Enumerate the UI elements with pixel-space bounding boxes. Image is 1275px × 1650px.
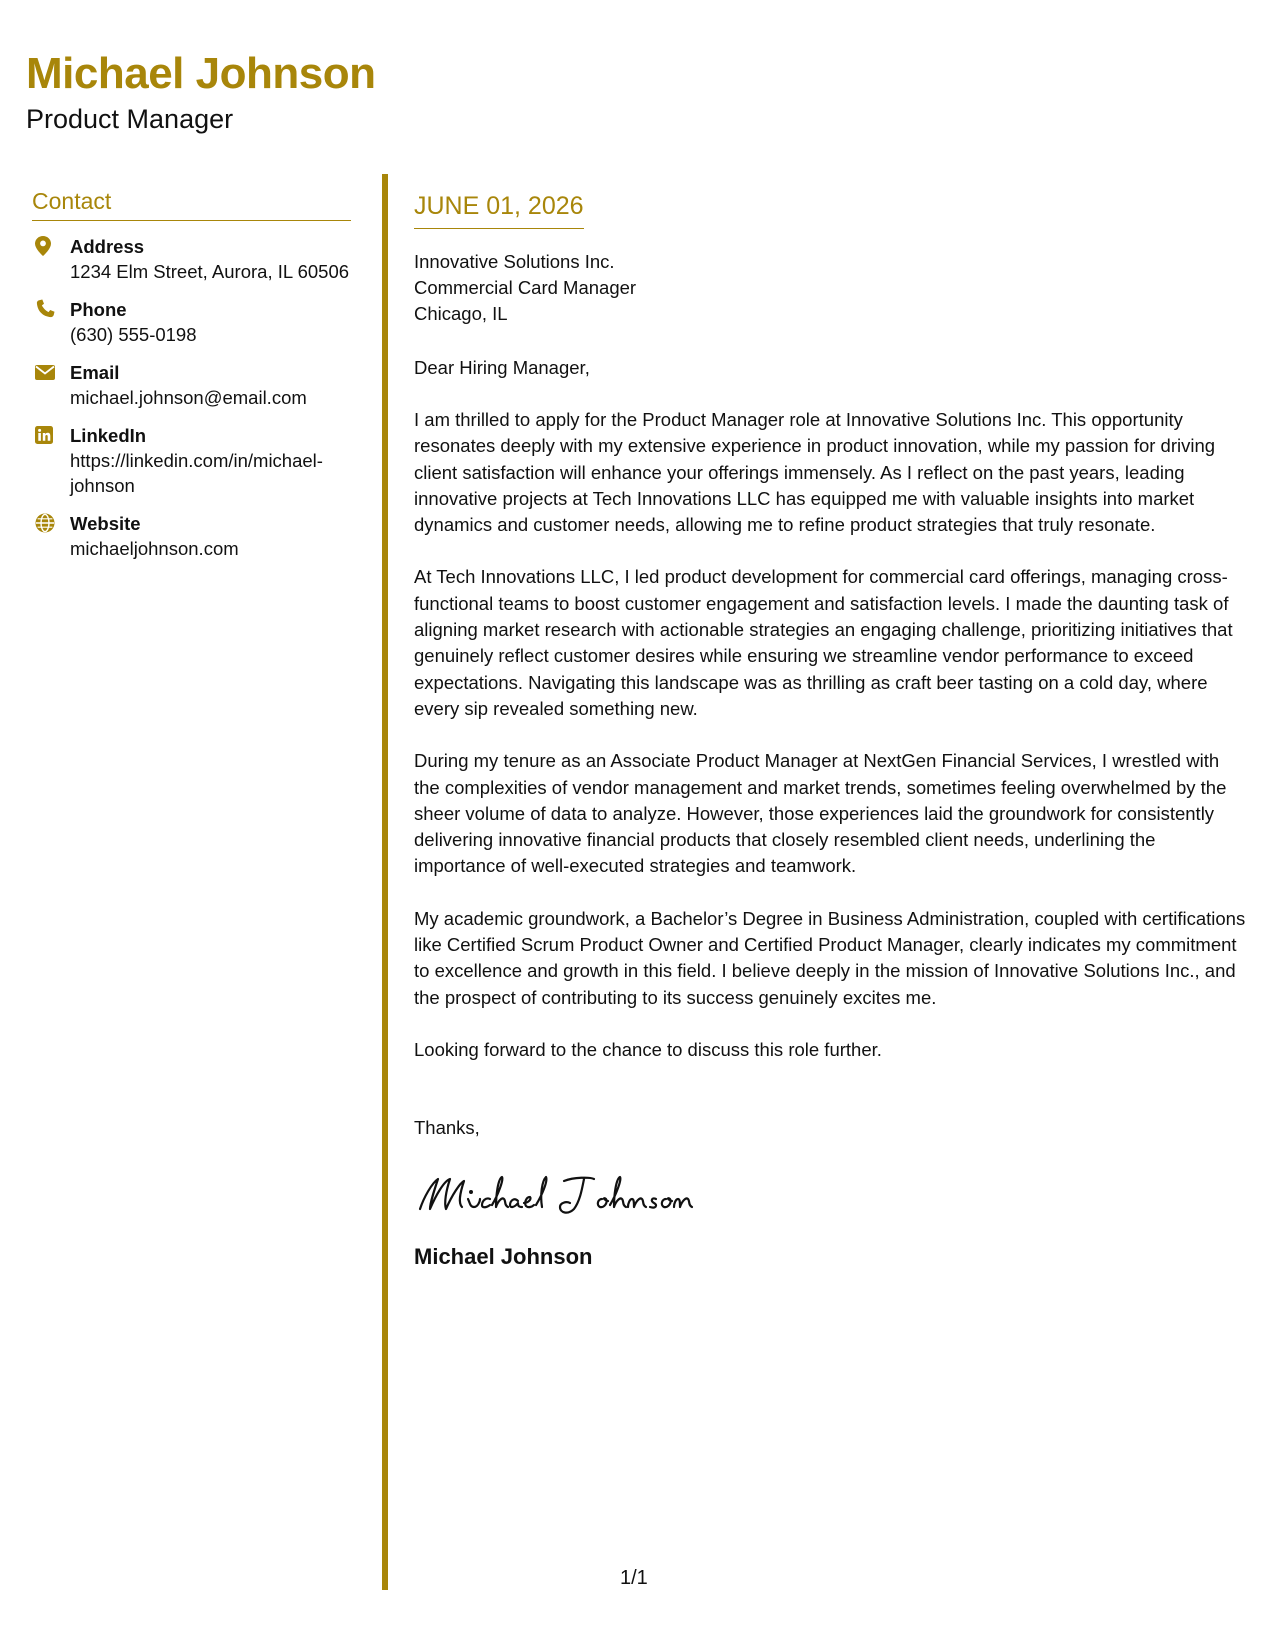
recipient-company: Innovative Solutions Inc. — [414, 251, 615, 272]
contact-label: Phone — [70, 299, 127, 320]
applicant-title: Product Manager — [26, 104, 234, 134]
contact-item-email — [32, 360, 351, 410]
contact-label: Address — [70, 236, 145, 257]
contact-item-address — [32, 234, 351, 284]
contact-label: Website — [70, 513, 141, 534]
paragraph: At Tech Innovations LLC, I led product development for commercial card offerings, managing cross-functional teams to boost customer engagement and satisfaction levels. I made the daunting task of aligning market research with actionable strategies an engaging challenge, prioritizing initiatives that genuinely reflect customer desires while ensuring we streamline vendor performance to exceed expectations. Navigating this landscape was as thrilling as craft beer tasting on a cold day, where every sip revealed something new. — [414, 566, 1233, 719]
paragraph: I am thrilled to apply for the Product Manager role at Innovative Solutions Inc. This opportunity resonates deeply with my extensive experience in product innovation, while my passion for driving client satisfaction will enhance your offerings immensely. As I reflect on the past years, leading innovative projects at Tech Innovations LLC has equipped me with valuable insights into market dynamics and customer needs, allowing me to refine product strategies that truly resonate. — [414, 409, 1216, 536]
paragraph: During my tenure as an Associate Product Manager at NextGen Financial Services, I wrestled with the complexities of vendor management and market trends, sometimes feeling overwhelmed by the sheer volume of data to analyze. However, those experiences laid the groundwork for consistently delivering innovative financial products that closely resembled client needs, underlining the importance of well-executed strategies and teamwork. — [414, 750, 1227, 877]
page-header — [26, 46, 375, 136]
salutation: Dear Hiring Manager, — [414, 357, 590, 378]
linkedin-icon — [32, 423, 70, 447]
contact-label: LinkedIn — [70, 425, 147, 446]
paragraph: My academic groundwork, a Bachelor’s Degree in Business Administration, coupled with certifications like Certified Scrum Product Owner and Certified Product Manager, clearly indicates my commitment to excellence and growth in this field. I believe deeply in the mission of Innovative Solutions Inc., and the prospect of contributing to its success genuinely excites me. — [414, 907, 1246, 1008]
letter-date: JUNE 01, 2026 — [414, 190, 584, 229]
closing: Thanks, — [414, 1117, 480, 1139]
email-value[interactable]: michael.johnson@email.com — [70, 387, 307, 408]
applicant-name: Michael Johnson — [26, 49, 376, 98]
globe-icon — [32, 511, 70, 535]
contact-heading: Contact — [32, 186, 351, 221]
handwritten-signature — [414, 1165, 1249, 1227]
signed-name: Michael Johnson — [414, 1244, 593, 1270]
vertical-divider — [382, 174, 388, 1590]
contact-item-website — [32, 511, 351, 561]
recipient-block — [414, 249, 1249, 327]
address-value: 1234 Elm Street, Aurora, IL 60506 — [70, 261, 350, 282]
contact-sidebar — [32, 186, 351, 574]
linkedin-value[interactable]: https://linkedin.com/in/michael-johnson — [70, 450, 323, 496]
contact-list — [32, 234, 351, 561]
contact-item-phone — [32, 297, 351, 347]
website-value[interactable]: michaeljohnson.com — [70, 538, 239, 559]
envelope-icon — [32, 360, 70, 384]
paragraph: Looking forward to the chance to discuss this role further. — [414, 1038, 882, 1060]
contact-label: Email — [70, 362, 120, 383]
phone-icon — [32, 297, 70, 321]
map-pin-icon — [32, 234, 70, 258]
contact-item-linkedin — [32, 423, 351, 498]
phone-value: (630) 555-0198 — [70, 324, 197, 345]
letter-body — [414, 190, 1249, 1271]
page-number: 1/1 — [620, 1567, 648, 1589]
recipient-location: Chicago, IL — [414, 303, 508, 324]
recipient-role: Commercial Card Manager — [414, 277, 637, 298]
